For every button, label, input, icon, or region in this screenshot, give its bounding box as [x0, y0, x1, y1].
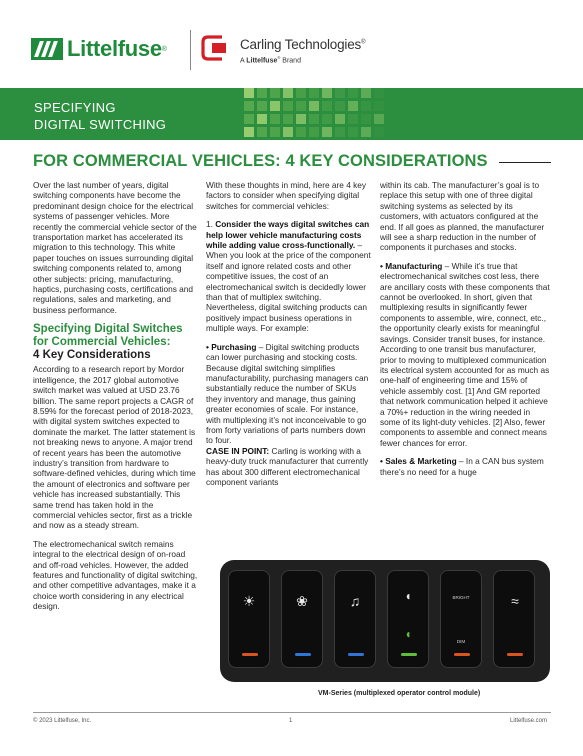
grid-square: [296, 114, 306, 124]
grid-square: [283, 101, 293, 111]
intro-paragraph: Over the last number of years, digital switching components have become the predominant design choice for the electrical systems of passenger vehicles. More recently the commercial vehicle sector of the transportation market has accelerated its migration to this technology. This white paper touches on issues surrounding digital switching components related to, among other subjects: pricing, manufacturing, haptics, purchasing costs, certifications and regulations, sales and marketing, and business performance.: [33, 180, 197, 315]
rocker-switch-headlight: [387, 570, 429, 668]
page-headline: FOR COMMERCIAL VEHICLES: 4 KEY CONSIDERATIONS: [33, 152, 488, 170]
section-subheading: Specifying Digital Switches for Commercial Vehicles:: [33, 323, 183, 349]
text-column-1: [33, 180, 198, 620]
defrost-icon: ≈: [511, 593, 517, 609]
grid-square: [257, 114, 267, 124]
littelfuse-logo: Littelfuse ®: [31, 36, 167, 62]
grid-square: [244, 101, 254, 111]
electromechanical-paragraph: The electromechanical switch remains integral to the electrical design of on-road and off-road vehicles. However, the added features and functionality of digital switching, and other competitive advantages, make it a choice worth considering in any electrical design.: [33, 538, 198, 612]
case-in-point-paragraph: CASE IN POINT: Carling is working with a heavy-duty truck manufacturer that currently has about 300 different electromechanical component variants: [206, 445, 369, 487]
grid-square: [322, 114, 332, 124]
banner-title: [34, 99, 166, 133]
grid-square: [309, 88, 319, 98]
text-column-3: [380, 180, 550, 485]
page-header: [0, 0, 583, 85]
grid-square: [270, 127, 280, 137]
manufacturing-paragraph: • Manufacturing – While it’s true that electromechanical switches cost less, there are ancillary costs with these components that cannot be overlooked. In short, given that multiplexing results in significantly fewer components to assemble, wire, connect, etc., the opportunity clearly exists for meaningful savings. Consider transit buses, for instance. According to one transit bus manufacturer, prior to moving to multiplexed communication its electrical system accounted for as much as one-half of engineering time and 15% of vehicle assembly cost. [1] And GM reported that network communication helped it achieve a 70%+ reduction in the wiring needed in some of its light-duty vehicles. [2] Also, fewer components to assemble and connect means fewer chances for error.: [380, 260, 550, 448]
grid-square: [270, 114, 280, 124]
beacon-icon: ☀: [242, 593, 256, 609]
market-paragraph: According to a research report by Mordor intelligence, the 2017 global automotive switch market was valued at USD 23.76 billion. The same report projects a CAGR of 8.59% for the forecast period of 2018-2023, with digital system switches expected to dominate the market. The latter statement is not breaking news to anyone. A major trend of recent years has been the automotive industry’s transition from hardware to software-defined vehicles, during which time the amount of electronics and software per vehicle has increased substantially. This same trend has taken hold in the commercial vehicles sector, first as a trickle and now as a steady stream.: [33, 364, 196, 531]
grid-square: [270, 88, 280, 98]
grid-square: [283, 88, 293, 98]
carling-name: Carling Technologies®: [240, 37, 366, 52]
grid-square: [374, 88, 384, 98]
factor-1-paragraph: 1. Consider the ways digital switches can help lower vehicle manufacturing costs while adding value cross-functionally. – When you look at the price of the component itself and ignore related costs and other competitive issues, the cost of an electromechanical switch is decidedly lower than that of multiplex switching. Nevertheless, digital switching products can positively impact business operations in multiple ways. For example:: [206, 219, 371, 334]
footer-rule: [33, 712, 551, 713]
grid-square: [361, 88, 371, 98]
grid-square: [296, 88, 306, 98]
switch-panel-body: [220, 560, 550, 682]
status-led: [454, 653, 470, 656]
grid-square: [348, 114, 358, 124]
carling-subtitle: A Littelfuse® Brand: [240, 55, 301, 65]
status-led: [348, 653, 364, 656]
grid-square: [335, 101, 345, 111]
grid-square: [322, 101, 332, 111]
grid-square: [348, 127, 358, 137]
grid-square: [374, 101, 384, 111]
grid-square: [361, 114, 371, 124]
rocker-switch-fan: [281, 570, 323, 668]
grid-square: [374, 114, 384, 124]
grid-square: [309, 114, 319, 124]
grid-square: [257, 127, 267, 137]
grid-square: [322, 127, 332, 137]
status-led: [507, 653, 523, 656]
dim-label: DIM: [456, 639, 466, 644]
grid-square: [348, 88, 358, 98]
grid-square: [348, 101, 358, 111]
logo-divider: [190, 30, 191, 70]
section-subheading-secondary: 4 Key Considerations: [33, 349, 151, 362]
rocker-switch-defrost: [493, 570, 535, 668]
factors-intro-paragraph: With these thoughts in mind, here are 4 key factors to consider when specifying digital switches for commercial vehicles:: [206, 180, 367, 211]
banner-title-line2: DIGITAL SWITCHING: [34, 117, 167, 132]
grid-square: [244, 127, 254, 137]
grid-square: [374, 127, 384, 137]
headlight-icon: ◖: [404, 589, 412, 603]
footer-url: Littelfuse.com: [510, 718, 548, 724]
purchasing-paragraph: • Purchasing – Digital switching products can lower purchasing and stocking costs. Because digital switching simplifies manufacturability, purchasing managers can substantially reduce the number of SKUs they inventory and manage, thus gaining greater economies of scale. For instance, with multiplexing it’s not inconceivable to go from forty variations of parts numbers down to four.: [206, 341, 369, 446]
littelfuse-mark-icon: [31, 38, 63, 60]
sales-marketing-paragraph: • Sales & Marketing – In a CAN bus system there’s no need for a huge: [380, 456, 544, 477]
grid-square: [296, 101, 306, 111]
grid-square: [244, 114, 254, 124]
littelfuse-wordmark: Littelfuse: [67, 36, 162, 61]
switch-panel-image: [220, 560, 550, 690]
grid-square: [270, 101, 280, 111]
figure-caption: VM-Series (multiplexed operator control module): [318, 690, 481, 697]
grid-square: [244, 88, 254, 98]
status-led: [242, 653, 258, 656]
status-led: [401, 653, 417, 656]
grid-square: [335, 88, 345, 98]
rocker-switch-beacon: [228, 570, 270, 668]
horn-icon: ♫: [349, 593, 361, 609]
bright-label: BRIGHT: [452, 595, 470, 600]
grid-square: [257, 101, 267, 111]
fan-icon: ❀: [296, 593, 308, 609]
rocker-switch-horn: [334, 570, 376, 668]
rocker-switch-bright-dim: [440, 570, 482, 668]
grid-square: [283, 127, 293, 137]
carling-mark-icon: [200, 34, 230, 62]
footer-page-number: 1: [289, 718, 293, 724]
text-column-2: [206, 180, 371, 495]
grid-square: [361, 101, 371, 111]
grid-square: [296, 127, 306, 137]
grid-square: [322, 88, 332, 98]
footer-copyright: © 2023 Littelfuse, Inc.: [33, 718, 92, 724]
banner-title-line1: SPECIFYING: [34, 100, 116, 115]
status-led: [295, 653, 311, 656]
grid-square: [335, 127, 345, 137]
headline-rule: [499, 162, 551, 163]
grid-square: [309, 127, 319, 137]
grid-square: [283, 114, 293, 124]
continuation-paragraph: within its cab. The manufacturer’s goal is to replace this setup with one of three digital switching systems as selected by its customers, with actuators configured at the end. If all goes as planned, the manufacturer will see a sharp reduction in the number of components it purchases and stocks.: [380, 180, 545, 253]
grid-square: [335, 114, 345, 124]
headlight-low-icon: ◖: [404, 627, 412, 641]
grid-square: [361, 127, 371, 137]
grid-square: [309, 101, 319, 111]
grid-square: [257, 88, 267, 98]
